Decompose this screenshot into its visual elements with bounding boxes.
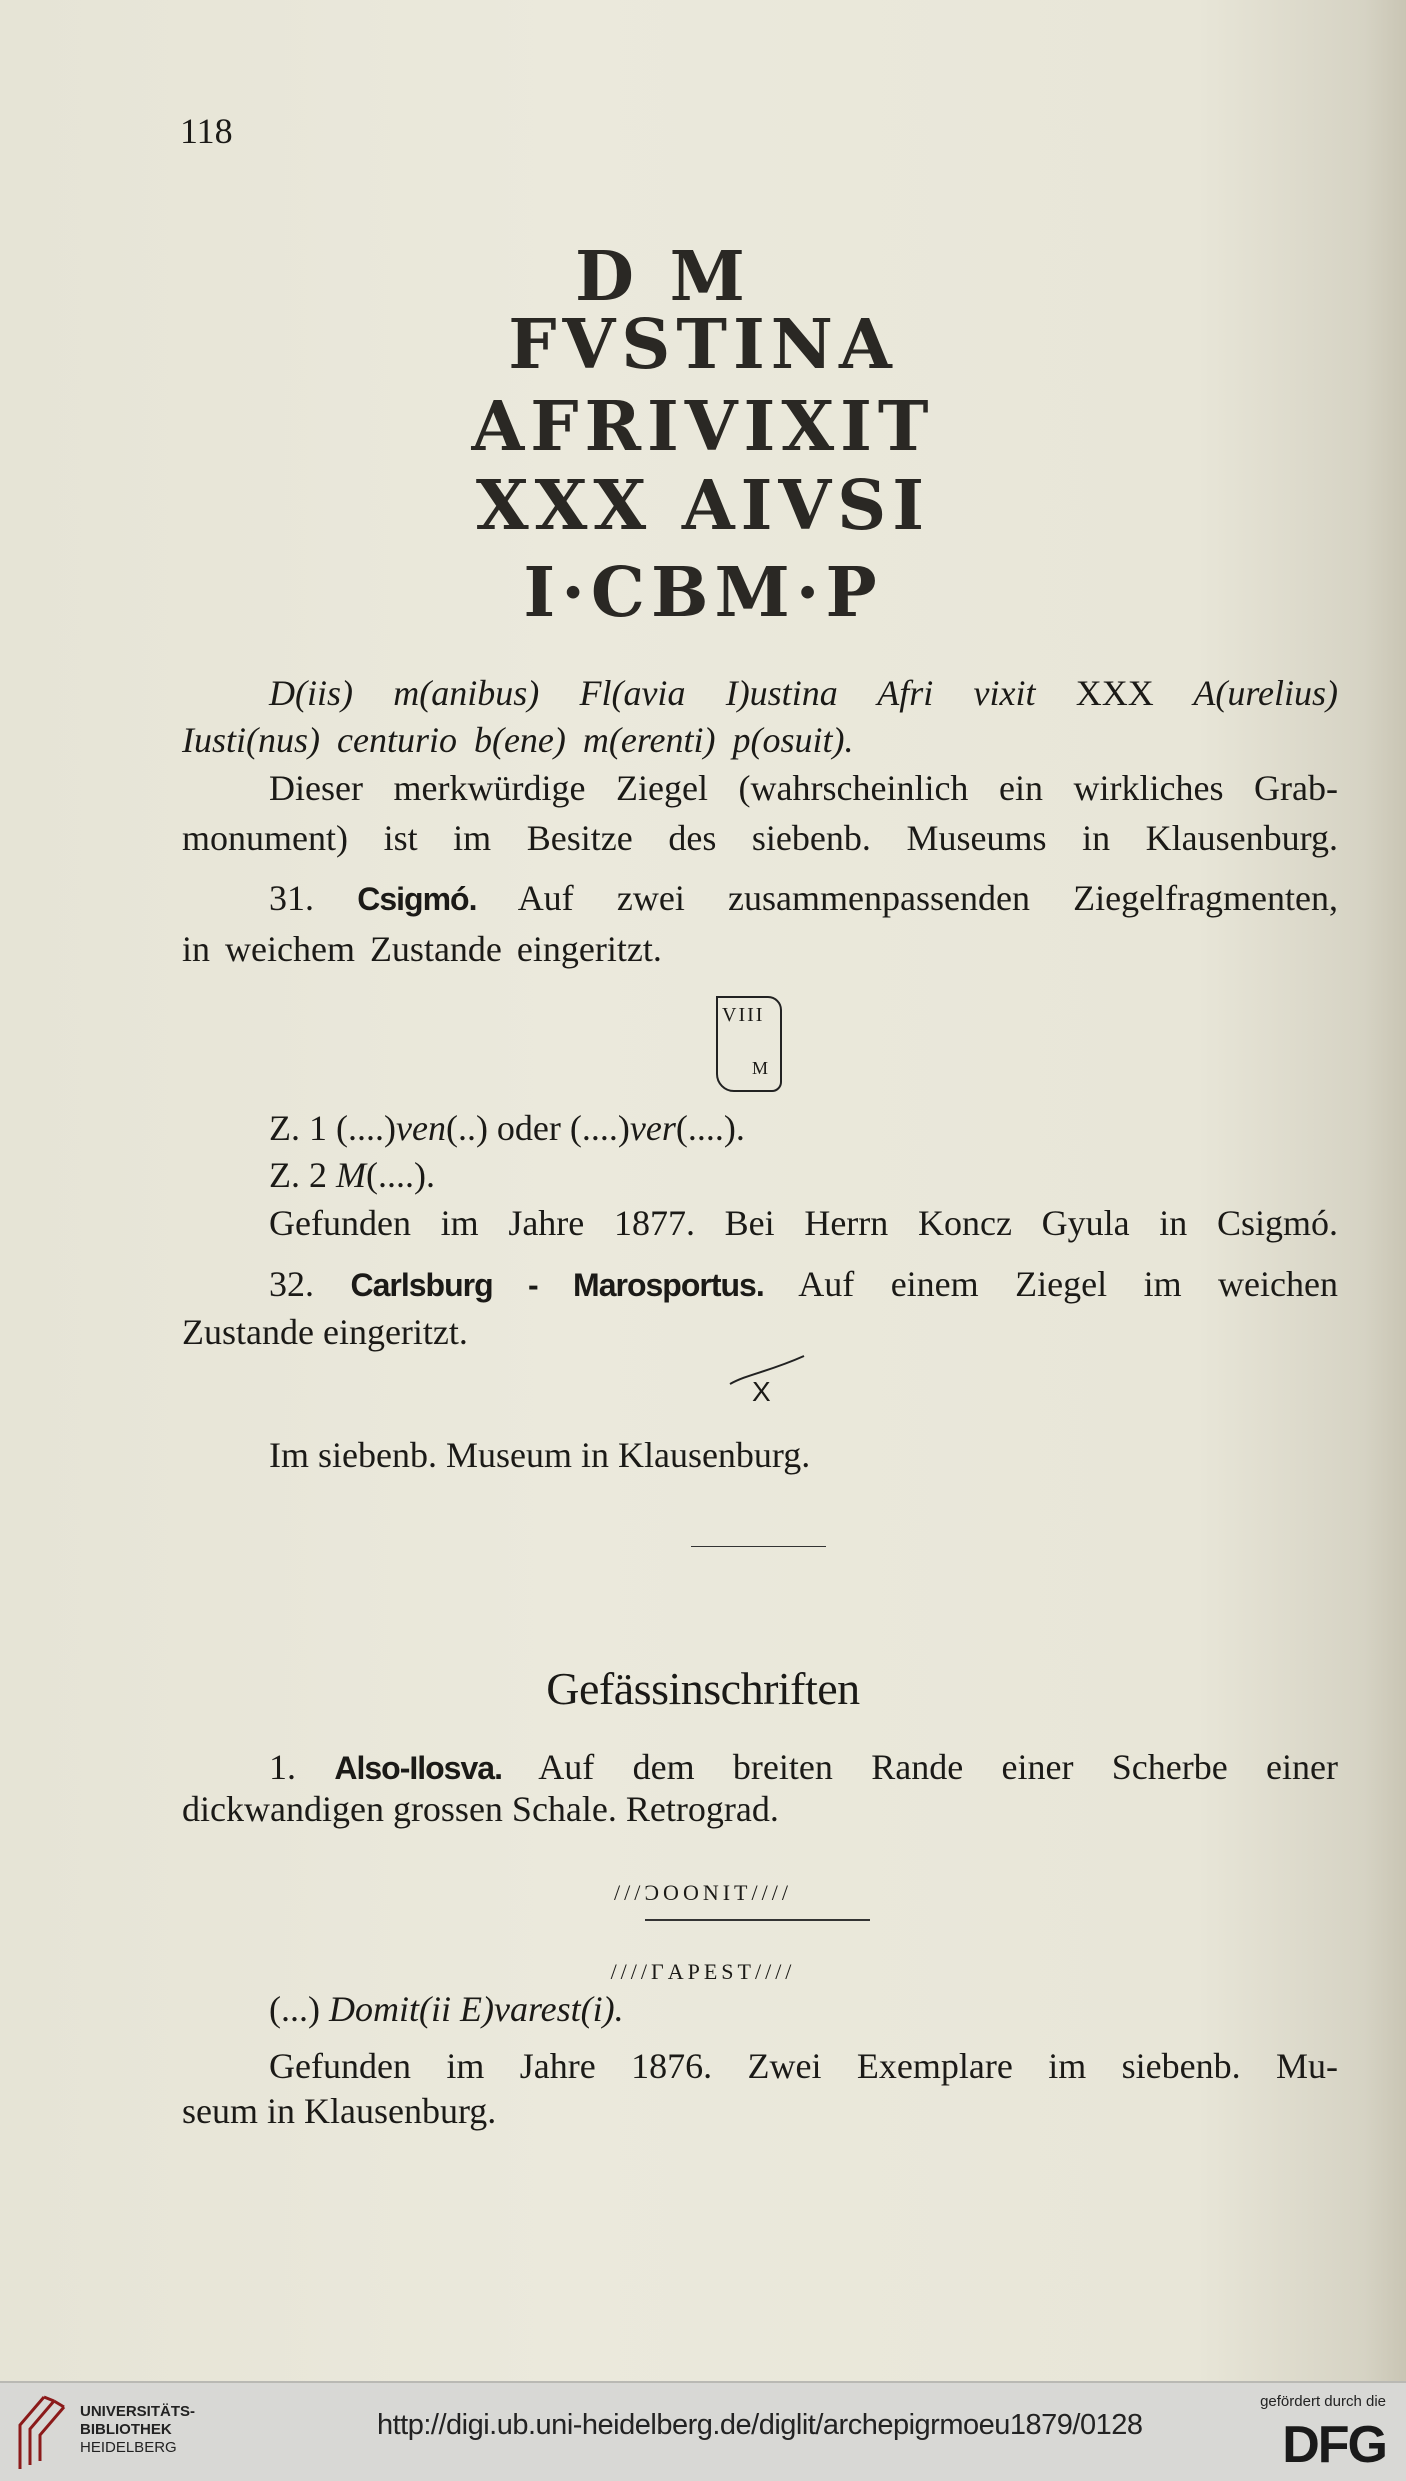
entry-32-line: 32. Carlsburg - Marosportus. Auf einem Ziegel im weichen: [269, 1264, 1338, 1304]
entry-title: Also-Ilosva.: [334, 1750, 502, 1786]
funding-note: gefördert durch die: [1260, 2393, 1386, 2410]
footer-bar: [0, 2381, 1406, 2481]
entry-title: Csigmó.: [357, 881, 477, 917]
inscription-line: D M: [575, 237, 751, 317]
mark-drawing: X: [728, 1352, 808, 1412]
library-logo-icon: [14, 2395, 74, 2471]
reading-line: Z. 2 M(....).: [269, 1155, 435, 1195]
inscription-line: I·CBM·P: [523, 553, 883, 633]
fragment-drawing: VIII M: [716, 996, 782, 1092]
page-number: 118: [180, 111, 233, 151]
reading-line: Z. 1 (....)ven(..) oder (....)ver(....).: [269, 1108, 745, 1148]
section-heading: Gefässinschriften: [546, 1663, 860, 1714]
reading-line: (...) Domit(ii E)varest(i).: [269, 1989, 624, 2029]
inscription-line: AFRIVIXIT: [471, 387, 935, 467]
transcription-line: D(iis) m(anibus) Fl(avia I)ustina Afri vixit XXX A(urelius): [269, 673, 1338, 713]
entry-31-line: in weichem Zustande eingeritzt.: [182, 929, 662, 969]
entry-32-line: Zustande eingeritzt.: [182, 1312, 468, 1352]
library-name: UNIVERSITÄTS- BIBLIOTHEK HEIDELBERG: [80, 2403, 196, 2456]
entry-31-line: 31. Csigmó. Auf zwei zusammenpassenden Ziegelfragmenten,: [269, 878, 1339, 918]
entry-title: Carlsburg - Marosportus.: [350, 1267, 764, 1303]
dfg-logo: DFG: [1282, 2416, 1386, 2474]
stamp-bottom-line: ////ΓAPEST////: [610, 1959, 796, 1984]
stamp-top-line: ///ƆOONIT////: [614, 1880, 792, 1905]
find-note: seum in Klausenburg.: [182, 2091, 497, 2131]
entry-1-line: dickwandigen grossen Schale. Retrograd.: [182, 1789, 779, 1829]
inscription-line: XXX AIVSI: [475, 466, 931, 546]
paragraph-line: monument) ist im Besitze des siebenb. Museums in Klausenburg.: [182, 818, 1338, 858]
entry-1-line: 1. Also-Ilosva. Auf dem breiten Rande einer Scherbe einer: [269, 1747, 1339, 1787]
location-note: Im siebenb. Museum in Klausenburg.: [269, 1435, 811, 1475]
paragraph-line: Dieser merkwürdige Ziegel (wahrscheinlich ein wirkliches Grab-: [269, 768, 1338, 808]
find-note: Gefunden im Jahre 1876. Zwei Exemplare im siebenb. Mu-: [269, 2046, 1338, 2086]
inscription-line: FVSTINA: [508, 305, 898, 385]
section-divider: [691, 1546, 826, 1547]
stamp-divider: [645, 1919, 870, 1921]
page-url-link[interactable]: http://digi.ub.uni-heidelberg.de/diglit/archepigrmoeu1879/0128: [377, 2409, 1143, 2441]
transcription-line: Iusti(nus) centurio b(ene) m(erenti) p(osuit).: [182, 720, 854, 760]
find-note: Gefunden im Jahre 1877. Bei Herrn Koncz Gyula in Csigmó.: [269, 1203, 1338, 1243]
